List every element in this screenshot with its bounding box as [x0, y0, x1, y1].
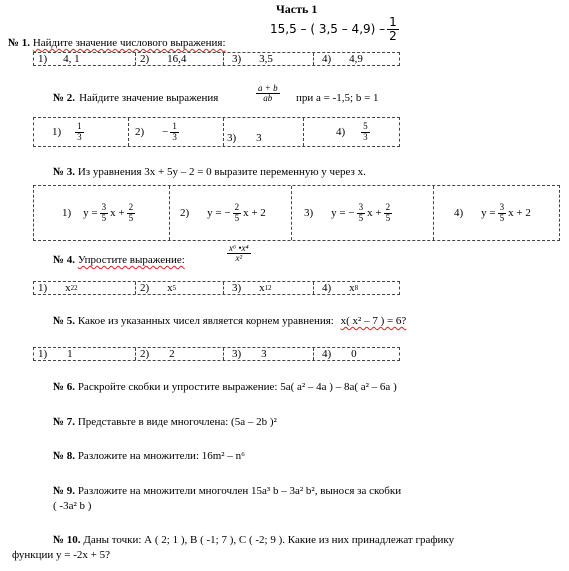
- q9-text: Разложите на множители многочлен 15a³ b – 3a² b², вынося за скобки: [77, 485, 402, 497]
- q5-option-4[interactable]: 4) 0: [322, 348, 357, 360]
- q4-option-3[interactable]: 3) x 12: [224, 282, 314, 294]
- q1-expression-text: 15,5 – ( 3,5 – 4,9) –: [270, 22, 386, 37]
- q3-text: Из уравнения 3x + 5y – 2 = 0 выразите переменную у через x.: [77, 166, 366, 178]
- question-3: [53, 166, 366, 178]
- q3-options: [33, 185, 560, 241]
- q8-text: Разложите на множители: 16m² – n⁶: [77, 450, 245, 462]
- q3-option-1[interactable]: 1) y = $\frac{3}{5}$ x + $\frac{2}{5}$: [34, 186, 170, 240]
- q9-number: № 9.: [53, 485, 76, 497]
- q6-text: Раскройте скобки и упростите выражение: 5a( a² – 4a ) – 8a( a² – 6a ): [77, 381, 397, 393]
- q2-options: [33, 117, 400, 147]
- q4-option-1[interactable]: 1) x 22: [34, 282, 136, 294]
- q1-option-4[interactable]: 4) 4,9: [322, 53, 363, 65]
- q6-number: № 6.: [53, 381, 76, 393]
- q9-text-line2: ( -3a² b ): [53, 500, 92, 512]
- question-5: [53, 315, 406, 327]
- q2-condition: при a = -1,5; b = 1: [296, 92, 379, 104]
- question-2: [53, 92, 218, 104]
- q3-option-3[interactable]: 3) y = − $\frac{3}{5}$ x + $\frac{2}{5}$: [292, 186, 434, 240]
- q7-text: Представьте в виде многочлена: (5a – 2b )²: [77, 416, 277, 428]
- q2-option-3[interactable]: 3) 3: [224, 118, 304, 146]
- q10-text-line2: функции y = -2x + 5?: [12, 549, 110, 561]
- q1-fraction: $\frac{1}{2}$: [389, 15, 397, 43]
- question-4: [53, 254, 185, 266]
- q5-number: № 5.: [53, 315, 76, 327]
- q1-option-2[interactable]: 2) 16,4: [136, 53, 224, 65]
- q4-option-4[interactable]: 4) x 8: [322, 282, 359, 294]
- q3-number: № 3.: [53, 166, 76, 178]
- question-6: [53, 381, 397, 393]
- q2-number: № 2.: [53, 92, 76, 104]
- q4-option-2[interactable]: 2) x 5: [136, 282, 224, 294]
- question-7: [53, 416, 277, 428]
- q1-option-3[interactable]: 3) 3,5: [224, 53, 314, 65]
- q2-text: Найдите значение выражения: [79, 92, 219, 104]
- q10-number: № 10.: [53, 534, 81, 546]
- question-9: [53, 485, 401, 497]
- q10-text: Даны точки: А ( 2; 1 ), В ( -1; 7 ), С ( -2; 9 ). Какие из них принадлежат графику: [83, 534, 455, 546]
- q4-text: Упростите выражение:: [77, 254, 185, 266]
- question-10: [53, 534, 454, 546]
- q2-option-4[interactable]: 4) $\frac{5}{3}$: [336, 121, 368, 142]
- q4-fraction: $\frac{\text{x⁶ •x⁴}}{\text{x²}}$: [229, 243, 249, 264]
- q5-options: [33, 347, 400, 361]
- q1-text: Найдите значение числового выражения:: [32, 37, 226, 49]
- q2-fraction: $\frac{a + b}{ab}$: [258, 83, 278, 104]
- q7-number: № 7.: [53, 416, 76, 428]
- question-8: [53, 450, 245, 462]
- q3-option-2[interactable]: 2) y = − $\frac{2}{5}$ x + 2: [170, 186, 292, 240]
- q1-options: [33, 52, 400, 66]
- q2-option-1[interactable]: 1) $\frac{1}{3}$: [34, 118, 129, 146]
- q5-option-2[interactable]: 2) 2: [136, 348, 224, 360]
- q5-option-3[interactable]: 3) 3: [224, 348, 314, 360]
- q2-option-2[interactable]: 2) − $\frac{1}{3}$: [129, 118, 224, 146]
- q1-expression: [270, 16, 401, 42]
- q4-options: [33, 281, 400, 295]
- q4-number: № 4.: [53, 254, 76, 266]
- q5-equation: x( x² – 7 ) = 6?: [340, 315, 407, 327]
- question-1: [8, 37, 226, 49]
- q3-option-4[interactable]: 4) y = $\frac{3}{5}$ x + 2: [454, 202, 531, 223]
- q5-option-1[interactable]: 1) 1: [34, 348, 136, 360]
- q1-number: № 1.: [8, 37, 31, 49]
- q1-option-1[interactable]: 1) 4, 1: [34, 53, 136, 65]
- q5-text: Какое из указанных чисел является корнем уравнения:: [77, 315, 334, 327]
- part-title: Часть 1: [276, 2, 318, 16]
- q8-number: № 8.: [53, 450, 76, 462]
